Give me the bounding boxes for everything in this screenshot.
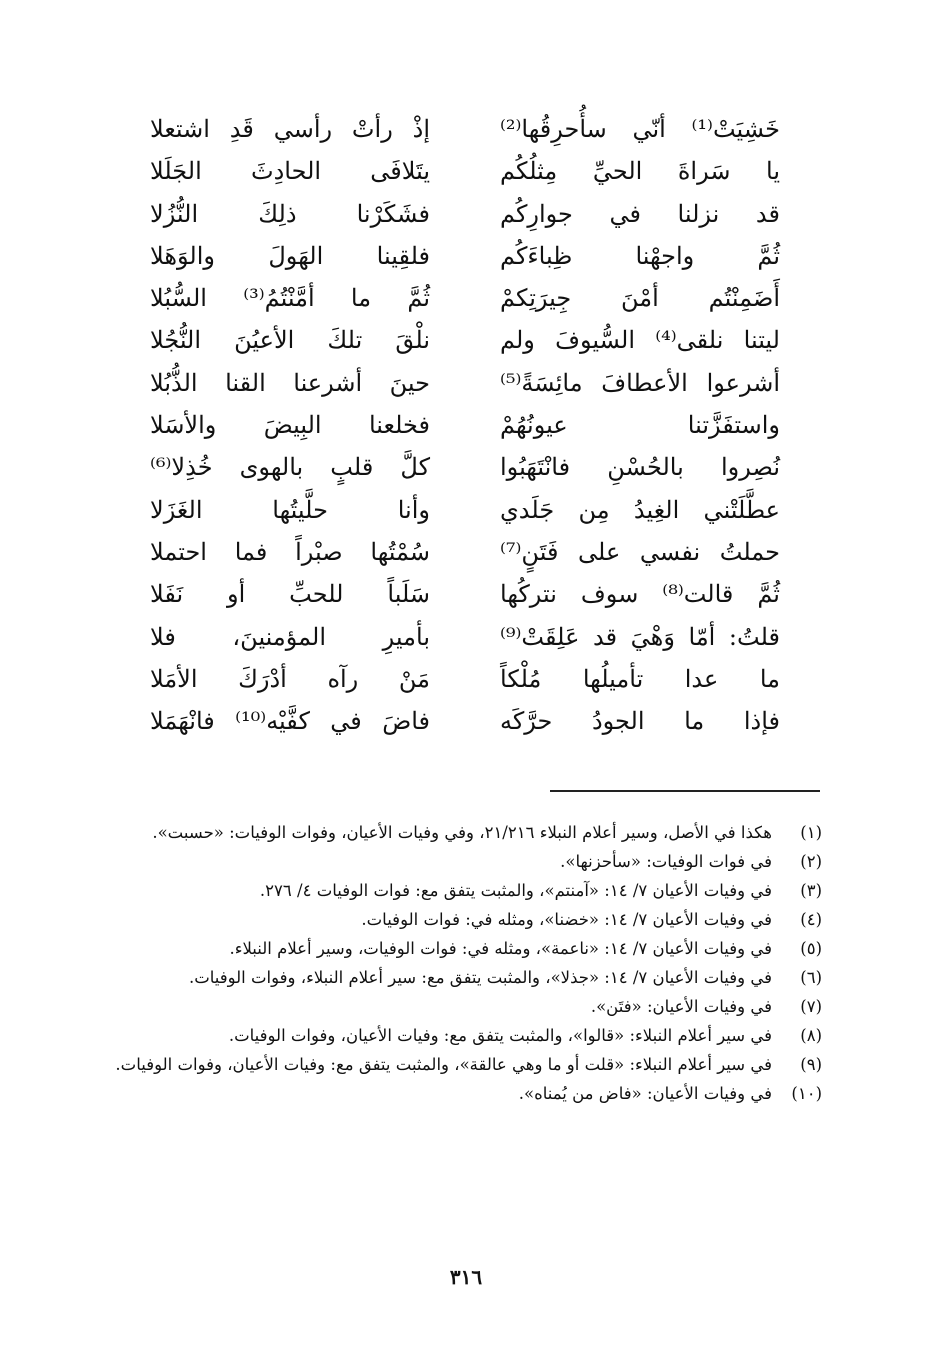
- footnote-number: (٣): [800, 881, 822, 900]
- footnote-text: في فوات الوفيات: «سأحزنها».: [560, 852, 772, 871]
- verse-line: [150, 658, 780, 700]
- verse-line: [150, 235, 780, 277]
- footnotes: [100, 818, 822, 1108]
- verse-first-hemistich: خَشِيَتْ⁽¹⁾ أنّي سأُحرِقُها⁽²⁾: [500, 115, 780, 143]
- verse-second-hemistich: نلْقَ تلكَ الأعيُنَ النُّجُلا: [150, 326, 430, 355]
- footnote: [100, 1079, 822, 1108]
- verse-line: [150, 277, 780, 319]
- footnote-number: (١): [800, 823, 822, 842]
- verse-second-hemistich: يتَلافَى الحادِثَ الجَلَلا: [150, 157, 430, 186]
- verse-second-hemistich: سَلَباً للحبِّ أو نَفَلا: [150, 580, 430, 609]
- footnote: [100, 1050, 822, 1079]
- verse-second-hemistich: فشَكَرْنا ذلِكَ النُّزُلا: [150, 199, 430, 228]
- verse-first-hemistich: أَضَمِنْتُم أمْنَ جِيرَتِكمْ: [500, 284, 780, 313]
- verse-second-hemistich: سُمْتُها صبْراً فما احتملا: [150, 537, 430, 566]
- footnote-number: (٥): [800, 939, 822, 958]
- verse-first-hemistich: عطَّلَتْني الغِيدُ مِن جَلَدي: [500, 495, 780, 524]
- verse-second-hemistich: ثُمَّ ما أمَّنْتُمُ⁽³⁾ السُّبُلا: [150, 284, 430, 313]
- footnote-text: في وفيات الأعيان ٧/ ١٤: «جذلا»، والمثبت يتفق مع: سير أعلام النبلاء، وفوات الوفيات.: [188, 968, 772, 987]
- verse-second-hemistich: فلقِينا الهَولَ والوَهَلا: [150, 241, 430, 270]
- verse-line: [150, 319, 780, 361]
- footnote: [100, 876, 822, 905]
- footnote: [100, 1021, 822, 1050]
- verse-line: [150, 531, 780, 573]
- verse-second-hemistich: حينَ أشرعنا القنا الذُّبُلا: [150, 368, 430, 397]
- footnote-text: في وفيات الأعيان ٧/ ١٤: «ناعمة»، ومثله في: فوات الوفيات، وسير أعلام النبلاء.: [229, 939, 772, 958]
- verse-line: [150, 700, 780, 742]
- footnote-number: (٢): [800, 852, 822, 871]
- verse-second-hemistich: بأميرِ المؤمنينَ، فلا: [150, 622, 430, 651]
- footnote: [100, 847, 822, 876]
- verse-first-hemistich: أشرعوا الأعطافَ مائِسَةً⁽⁵⁾: [500, 368, 780, 397]
- verse-line: [150, 446, 780, 488]
- verse-second-hemistich: وأنا حلَّيتُها الغَزَلا: [150, 495, 430, 524]
- verse-first-hemistich: واستفَزَّتنا عيونُهُمْ: [500, 411, 780, 440]
- verse-second-hemistich: إذْ رأتْ رأسي قَدِ اشتعلا: [150, 115, 430, 143]
- footnote-text: في سير أعلام النبلاء: «قالوا»، والمثبت يتفق مع: وفيات الأعيان، وفوات الوفيات.: [228, 1026, 772, 1045]
- verse-first-hemistich: نُصِروا بالحُسْنِ فانْتَهَبُوا: [500, 453, 780, 482]
- footnote-separator: [550, 790, 820, 792]
- footnote-text: في وفيات الأعيان: «فاض من يُمناه».: [518, 1084, 772, 1103]
- footnote-text: هكذا في الأصل، وسير أعلام النبلاء ٢١/٢١٦، وفي وفيات الأعيان، وفوات الوفيات: «حسبت».: [152, 823, 772, 842]
- footnote-text: في وفيات الأعيان: «فتَن».: [590, 997, 772, 1016]
- verse-second-hemistich: فاضَ في كفَّيْه⁽¹⁰⁾ فانْهَمَلا: [150, 707, 430, 736]
- verse-first-hemistich: قد نزلنا في جوارِكُم: [500, 199, 780, 228]
- verse-line: [150, 616, 780, 658]
- footnote: [100, 934, 822, 963]
- verse-first-hemistich: ما عدا تأميلُها مُلْكاً: [500, 664, 780, 693]
- footnote-text: في وفيات الأعيان ٧/ ١٤: «آمنتم»، والمثبت يتفق مع: فوات الوفيات ٤/ ٢٧٦.: [259, 881, 772, 900]
- footnote: [100, 905, 822, 934]
- verse-first-hemistich: ثُمَّ واجهْنا ظِباءَكُم: [500, 241, 780, 270]
- verse-first-hemistich: يا سَراةَ الحيِّ مِثلُكُم: [500, 157, 780, 186]
- footnote-text: في وفيات الأعيان ٧/ ١٤: «خضنا»، ومثله في: فوات الوفيات.: [361, 910, 772, 929]
- footnote-number: (٦): [800, 968, 822, 987]
- footnote-number: (١٠): [791, 1084, 822, 1103]
- verse-first-hemistich: حملتُ نفسي على فَتَنٍ⁽⁷⁾: [500, 537, 780, 566]
- verse-first-hemistich: ليتنا نلقى⁽⁴⁾ السُّيوفَ ولم: [500, 326, 780, 355]
- verse-line: [150, 404, 780, 446]
- footnote-number: (٩): [800, 1055, 822, 1074]
- verse-line: [150, 150, 780, 192]
- footnote: [100, 963, 822, 992]
- verse-first-hemistich: ثُمَّ قالت⁽⁸⁾ سوف نتركُها: [500, 580, 780, 609]
- verse-line: [150, 193, 780, 235]
- verse-second-hemistich: مَنْ رآه أدْرَكَ الأمَلا: [150, 664, 430, 693]
- footnote-number: (٧): [800, 997, 822, 1016]
- footnote: [100, 992, 822, 1021]
- verse-second-hemistich: فخلعنا البِيضَ والأسَلا: [150, 411, 430, 440]
- verse-second-hemistich: كلَّ قلبٍ بالهوى خُذِلا⁽⁶⁾: [150, 453, 430, 482]
- footnote-text: في سير أعلام النبلاء: «قلت أو ما وهي عالقة»، والمثبت يتفق مع: وفيات الأعيان، وفوات الوفيات.: [115, 1055, 772, 1074]
- verse-line: [150, 108, 780, 150]
- verse-first-hemistich: فإذا ما الجودُ حرَّكَه: [500, 707, 780, 736]
- verse-first-hemistich: قلتُ: أمّا وَهْيَ قد عَلِقَتْ⁽⁹⁾: [500, 622, 780, 651]
- footnote-number: (٨): [800, 1026, 822, 1045]
- footnote-number: (٤): [800, 910, 822, 929]
- verse-line: [150, 362, 780, 404]
- poem: [150, 108, 780, 742]
- verse-line: [150, 489, 780, 531]
- footnote: [100, 818, 822, 847]
- verse-line: [150, 573, 780, 615]
- page-number: ٣١٦: [449, 1265, 483, 1289]
